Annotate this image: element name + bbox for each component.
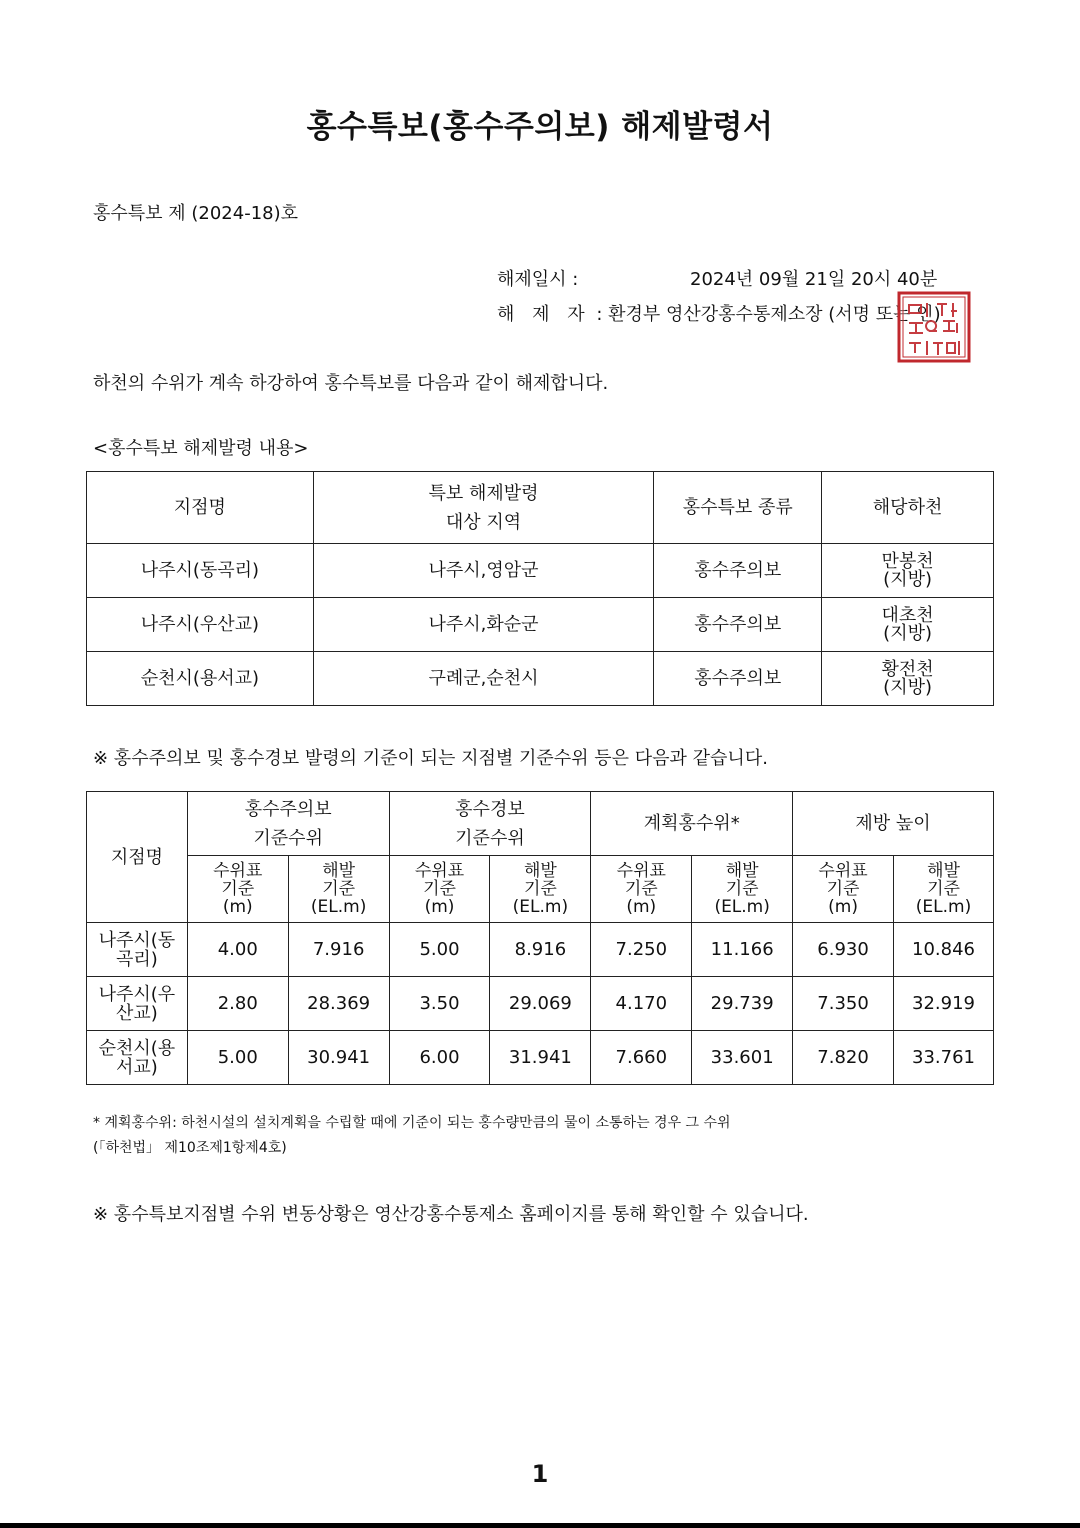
value-cell: 7.820 bbox=[793, 1031, 894, 1085]
table-row bbox=[87, 977, 994, 1031]
subheader-gauge: 수위표 기준 (m) bbox=[591, 856, 692, 923]
homepage-note: ※ 홍수특보지점별 수위 변동상황은 영산강홍수통제소 홈페이지를 통해 확인할 수 있습니다. bbox=[93, 1204, 809, 1225]
header-warning-level: 홍수경보 기준수위 bbox=[389, 792, 591, 856]
table-subheader-row bbox=[87, 856, 994, 923]
value-cell: 32.919 bbox=[894, 977, 994, 1031]
subheader-gauge: 수위표 기준 (m) bbox=[187, 856, 288, 923]
station-cell: 나주시(동곡리) bbox=[87, 544, 314, 598]
value-cell: 6.00 bbox=[389, 1031, 490, 1085]
release-datetime-label: 해제일시 : bbox=[497, 269, 579, 290]
value-cell: 29.069 bbox=[490, 977, 591, 1031]
value-cell: 7.250 bbox=[591, 923, 692, 977]
value-cell: 5.00 bbox=[389, 923, 490, 977]
document-number: 홍수특보 제 (2024-18)호 bbox=[93, 203, 299, 224]
header-planned-flood-level: 계획홍수위* bbox=[591, 792, 793, 856]
table-row bbox=[87, 598, 994, 652]
value-cell: 29.739 bbox=[692, 977, 793, 1031]
value-cell: 11.166 bbox=[692, 923, 793, 977]
header-station: 지점명 bbox=[87, 472, 314, 544]
area-cell: 구례군,순천시 bbox=[313, 652, 654, 706]
river-cell: 대초천 (지방) bbox=[822, 598, 994, 652]
page-number: 1 bbox=[531, 1460, 549, 1488]
subheader-elevation: 해발 기준 (EL.m) bbox=[894, 856, 994, 923]
value-cell: 7.660 bbox=[591, 1031, 692, 1085]
release-details-table bbox=[86, 471, 994, 706]
table-row bbox=[87, 923, 994, 977]
official-seal-stamp bbox=[897, 291, 971, 363]
release-datetime-row bbox=[497, 265, 938, 291]
station-cell: 나주시(우산교) bbox=[87, 598, 314, 652]
table-header-row bbox=[87, 472, 994, 544]
header-warning-type: 홍수특보 종류 bbox=[654, 472, 822, 544]
header-target-area: 특보 해제발령 대상 지역 bbox=[313, 472, 654, 544]
value-cell: 7.350 bbox=[793, 977, 894, 1031]
table-row bbox=[87, 544, 994, 598]
station-cell: 나주시(동 곡리) bbox=[87, 923, 188, 977]
value-cell: 4.00 bbox=[187, 923, 288, 977]
criteria-note: ※ 홍수주의보 및 홍수경보 발령의 기준이 되는 지점별 기준수위 등은 다음과 같습니다. bbox=[93, 748, 768, 769]
river-cell: 황전천 (지방) bbox=[822, 652, 994, 706]
value-cell: 31.941 bbox=[490, 1031, 591, 1085]
footnote-legal-reference: (「하천법」 제10조제1항제4호) bbox=[93, 1140, 287, 1156]
value-cell: 7.916 bbox=[288, 923, 389, 977]
value-cell: 3.50 bbox=[389, 977, 490, 1031]
header-station: 지점명 bbox=[87, 792, 188, 923]
area-cell: 나주시,영암군 bbox=[313, 544, 654, 598]
station-cell: 순천시(용서교) bbox=[87, 652, 314, 706]
reference-levels-table bbox=[86, 791, 994, 1085]
type-cell: 홍수주의보 bbox=[654, 598, 822, 652]
header-river: 해당하천 bbox=[822, 472, 994, 544]
header-advisory-level: 홍수주의보 기준수위 bbox=[187, 792, 389, 856]
releaser-value: : 환경부 영산강홍수통제소장 (서명 또는 인) bbox=[590, 304, 941, 325]
document-title: 홍수특보(홍수주의보) 해제발령서 bbox=[306, 109, 774, 145]
section-title-release-details: <홍수특보 해제발령 내용> bbox=[93, 438, 309, 459]
river-cell: 만봉천 (지방) bbox=[822, 544, 994, 598]
table-header-row bbox=[87, 792, 994, 856]
type-cell: 홍수주의보 bbox=[654, 652, 822, 706]
page-bottom-border bbox=[0, 1523, 1080, 1528]
value-cell: 33.761 bbox=[894, 1031, 994, 1085]
footnote-planned-flood-level: * 계획홍수위: 하천시설의 설치계획을 수립할 때에 기준이 되는 홍수량만큼의 물이 소통하는 경우 그 수위 bbox=[93, 1115, 731, 1131]
releaser-label: 해 제 자 bbox=[497, 304, 591, 325]
subheader-elevation: 해발 기준 (EL.m) bbox=[692, 856, 793, 923]
subheader-elevation: 해발 기준 (EL.m) bbox=[288, 856, 389, 923]
value-cell: 10.846 bbox=[894, 923, 994, 977]
value-cell: 28.369 bbox=[288, 977, 389, 1031]
value-cell: 8.916 bbox=[490, 923, 591, 977]
subheader-elevation: 해발 기준 (EL.m) bbox=[490, 856, 591, 923]
intro-text: 하천의 수위가 계속 하강하여 홍수특보를 다음과 같이 해제합니다. bbox=[93, 373, 609, 394]
type-cell: 홍수주의보 bbox=[654, 544, 822, 598]
area-cell: 나주시,화순군 bbox=[313, 598, 654, 652]
table-row bbox=[87, 652, 994, 706]
station-cell: 순천시(용 서교) bbox=[87, 1031, 188, 1085]
subheader-gauge: 수위표 기준 (m) bbox=[389, 856, 490, 923]
header-levee-height: 제방 높이 bbox=[793, 792, 994, 856]
value-cell: 33.601 bbox=[692, 1031, 793, 1085]
table-row bbox=[87, 1031, 994, 1085]
release-datetime-value: 2024년 09월 21일 20시 40분 bbox=[690, 269, 938, 290]
station-cell: 나주시(우 산교) bbox=[87, 977, 188, 1031]
value-cell: 4.170 bbox=[591, 977, 692, 1031]
value-cell: 6.930 bbox=[793, 923, 894, 977]
releaser-row bbox=[497, 300, 941, 326]
value-cell: 2.80 bbox=[187, 977, 288, 1031]
subheader-gauge: 수위표 기준 (m) bbox=[793, 856, 894, 923]
value-cell: 30.941 bbox=[288, 1031, 389, 1085]
value-cell: 5.00 bbox=[187, 1031, 288, 1085]
